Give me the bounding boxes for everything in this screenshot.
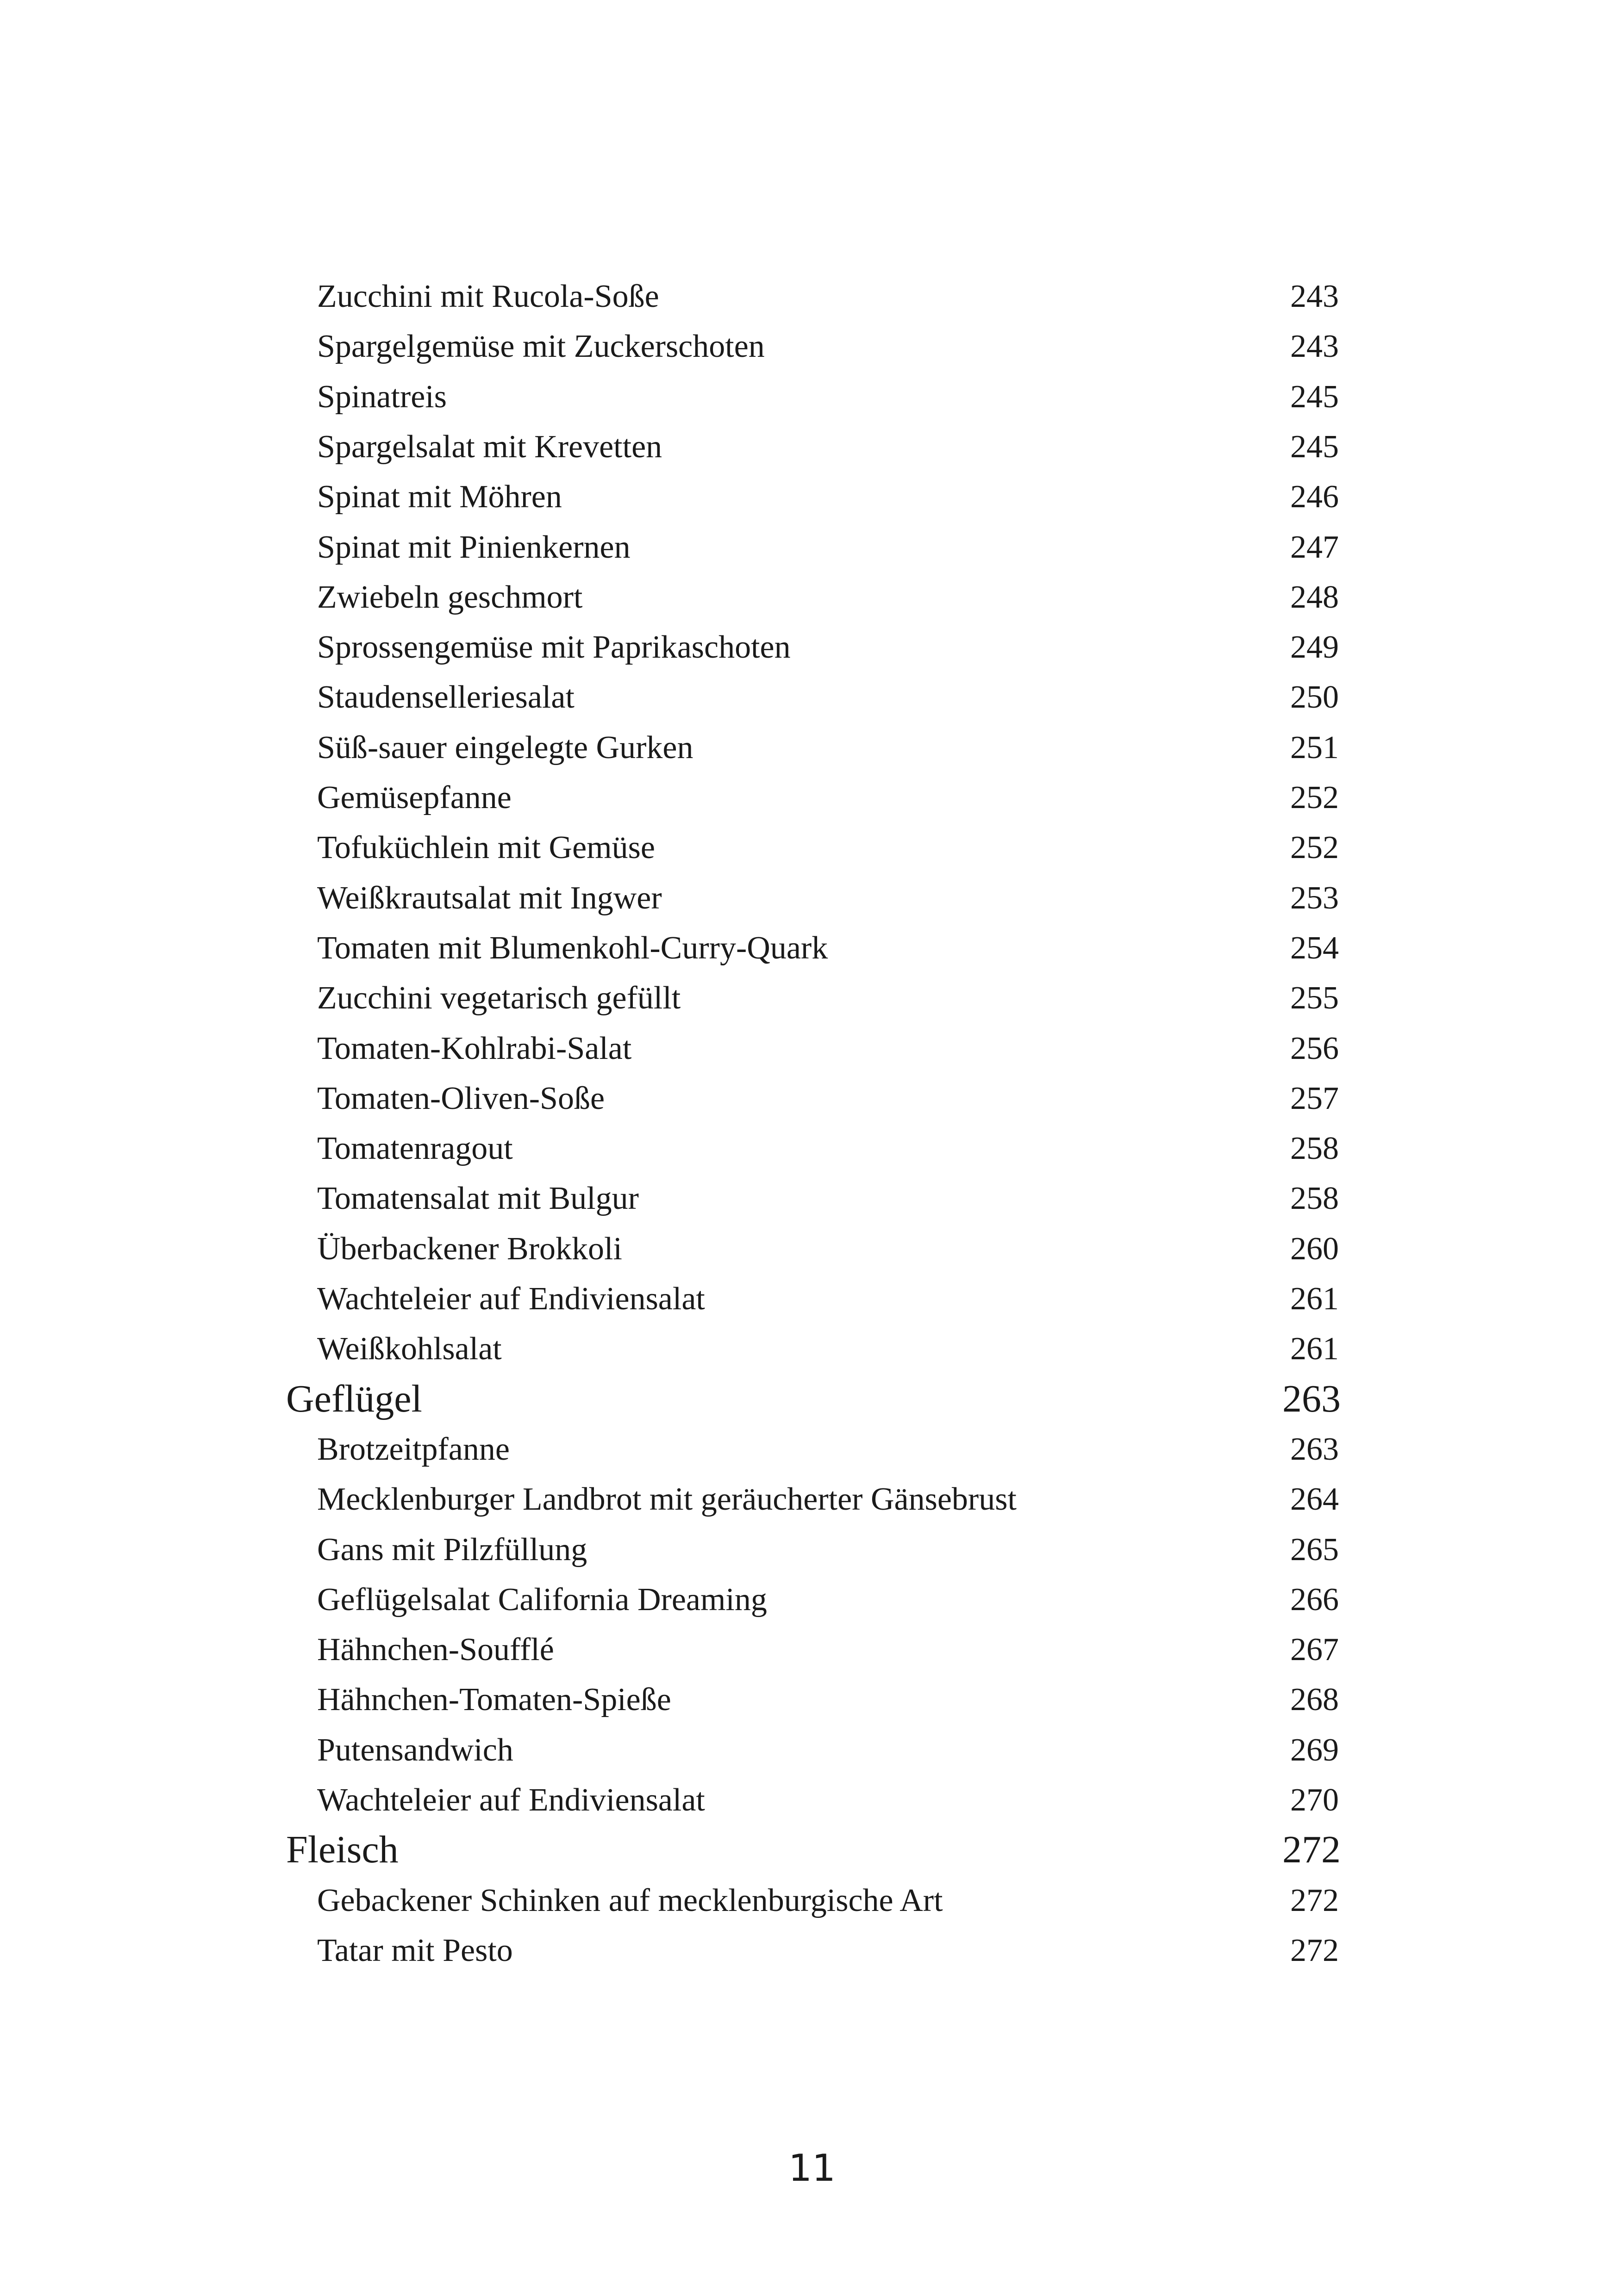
toc-entry-title: Brotzeitpfanne — [317, 1431, 510, 1467]
toc-entry-title: Wachteleier auf Endiviensalat — [317, 1281, 705, 1317]
toc-entry-row — [0, 574, 1624, 624]
toc-entry-title: Tomatensalat mit Bulgur — [317, 1181, 639, 1216]
toc-entry-title: Spargelsalat mit Krevetten — [317, 429, 662, 465]
toc-entry-title: Mecklenburger Landbrot mit geräucherter Gänsebrust — [317, 1481, 1017, 1517]
toc-section-row — [0, 1376, 1624, 1426]
toc-entry-row — [0, 774, 1624, 824]
toc-entry-title: Überbackener Brokkoli — [317, 1231, 622, 1267]
toc-entry-title: Tomaten mit Blumenkohl-Curry-Quark — [317, 930, 828, 966]
toc-entry-page: 243 — [1290, 329, 1339, 364]
toc-entry-title: Gans mit Pilzfüllung — [317, 1532, 587, 1568]
toc-entry-page: 263 — [1290, 1431, 1339, 1467]
toc-entry-row — [0, 724, 1624, 774]
toc-entry-title: Tatar mit Pesto — [317, 1933, 513, 1968]
toc-entry-row — [0, 1576, 1624, 1626]
toc-entry-page: 272 — [1290, 1933, 1339, 1968]
toc-entry-page: 260 — [1290, 1231, 1339, 1267]
toc-entry-page: 257 — [1290, 1081, 1339, 1116]
toc-entry-page: 270 — [1290, 1782, 1339, 1818]
toc-entry-page: 265 — [1290, 1532, 1339, 1568]
toc-entry-title: Putensandwich — [317, 1732, 513, 1768]
toc-entry-page: 255 — [1290, 980, 1339, 1016]
toc-entry-title: Weißkrautsalat mit Ingwer — [317, 880, 662, 916]
toc-entry-row — [0, 1025, 1624, 1075]
toc-section-page: 263 — [1282, 1377, 1341, 1420]
toc-entry-row — [0, 1877, 1624, 1927]
toc-entry-title: Tofuküchlein mit Gemüse — [317, 830, 655, 865]
toc-entry-title: Wachteleier auf Endiviensalat — [317, 1782, 705, 1818]
toc-entry-row — [0, 1325, 1624, 1375]
toc-entry-page: 258 — [1290, 1181, 1339, 1216]
toc-entry-title: Spargelgemüse mit Zuckerschoten — [317, 329, 765, 364]
toc-section-page: 272 — [1282, 1828, 1341, 1871]
toc-entry-title: Zucchini mit Rucola-Soße — [317, 279, 659, 314]
toc-entry-page: 251 — [1290, 730, 1339, 765]
toc-entry-row — [0, 273, 1624, 323]
toc-entry-page: 264 — [1290, 1481, 1339, 1517]
toc-entry-row — [0, 423, 1624, 473]
toc-entry-title: Spinat mit Möhren — [317, 479, 562, 515]
toc-entry-page: 243 — [1290, 279, 1339, 314]
toc-entry-page: 267 — [1290, 1632, 1339, 1668]
toc-entry-title: Weißkohlsalat — [317, 1331, 502, 1367]
toc-entry-page: 268 — [1290, 1682, 1339, 1717]
toc-entry-row — [0, 1927, 1624, 1977]
toc-section-row — [0, 1827, 1624, 1877]
toc-entry-page: 272 — [1290, 1883, 1339, 1918]
toc-entry-row — [0, 1075, 1624, 1125]
toc-entry-row — [0, 875, 1624, 925]
toc-entry-row — [0, 1426, 1624, 1476]
toc-entry-page: 253 — [1290, 880, 1339, 916]
toc-entry-page: 261 — [1290, 1331, 1339, 1367]
toc-entry-page: 247 — [1290, 529, 1339, 565]
toc-entry-row — [0, 674, 1624, 724]
toc-entry-title: Geflügelsalat California Dreaming — [317, 1582, 767, 1618]
toc-entry-row — [0, 1476, 1624, 1526]
toc-entry-page: 245 — [1290, 429, 1339, 465]
toc-entry-title: Tomaten-Kohlrabi-Salat — [317, 1031, 632, 1066]
toc-entry-row — [0, 1777, 1624, 1827]
toc-entry-row — [0, 1175, 1624, 1225]
toc-entry-title: Spinatreis — [317, 379, 447, 415]
toc-entry-row — [0, 1226, 1624, 1276]
page-number: 11 — [788, 2147, 836, 2190]
toc-entry-row — [0, 624, 1624, 674]
toc-entry-page: 248 — [1290, 579, 1339, 615]
toc-entry-row — [0, 1125, 1624, 1175]
toc-entry-row — [0, 323, 1624, 373]
toc-entry-page: 246 — [1290, 479, 1339, 515]
toc-entry-title: Sprossengemüse mit Paprikaschoten — [317, 629, 791, 665]
toc-entry-page: 245 — [1290, 379, 1339, 415]
toc-entry-title: Hähnchen-Soufflé — [317, 1632, 554, 1668]
toc-entry-page: 261 — [1290, 1281, 1339, 1317]
toc-entry-row — [0, 524, 1624, 574]
toc-entry-row — [0, 1276, 1624, 1325]
toc-entry-title: Zwiebeln geschmort — [317, 579, 583, 615]
toc-entry-title: Gemüsepfanne — [317, 780, 512, 815]
toc-entry-title: Tomaten-Oliven-Soße — [317, 1081, 605, 1116]
toc-entry-page: 252 — [1290, 830, 1339, 865]
toc-entry-title: Gebackener Schinken auf mecklenburgische Art — [317, 1883, 943, 1918]
toc-entry-row — [0, 925, 1624, 975]
toc-entry-page: 258 — [1290, 1131, 1339, 1166]
toc-section-title: Geflügel — [286, 1377, 422, 1420]
toc-entry-title: Spinat mit Pinienkernen — [317, 529, 631, 565]
toc-entry-page: 250 — [1290, 679, 1339, 715]
toc-entry-row — [0, 1526, 1624, 1576]
toc-entry-title: Hähnchen-Tomaten-Spieße — [317, 1682, 671, 1717]
toc-entry-page: 249 — [1290, 629, 1339, 665]
toc-entry-title: Tomatenragout — [317, 1131, 513, 1166]
toc-entry-page: 266 — [1290, 1582, 1339, 1618]
toc-entry-title: Süß-sauer eingelegte Gurken — [317, 730, 693, 765]
toc-entry-page: 256 — [1290, 1031, 1339, 1066]
toc-entry-page: 254 — [1290, 930, 1339, 966]
toc-entry-page: 269 — [1290, 1732, 1339, 1768]
toc-entry-row — [0, 975, 1624, 1025]
toc-entry-page: 252 — [1290, 780, 1339, 815]
toc-section-title: Fleisch — [286, 1828, 399, 1871]
toc-entry-row — [0, 1676, 1624, 1726]
toc-entry-row — [0, 1727, 1624, 1777]
toc-entry-title: Staudenselleriesalat — [317, 679, 575, 715]
toc-entry-row — [0, 824, 1624, 874]
toc-entry-row — [0, 373, 1624, 423]
toc-entry-title: Zucchini vegetarisch gefüllt — [317, 980, 681, 1016]
toc-entry-row — [0, 1626, 1624, 1676]
toc-entry-row — [0, 473, 1624, 523]
